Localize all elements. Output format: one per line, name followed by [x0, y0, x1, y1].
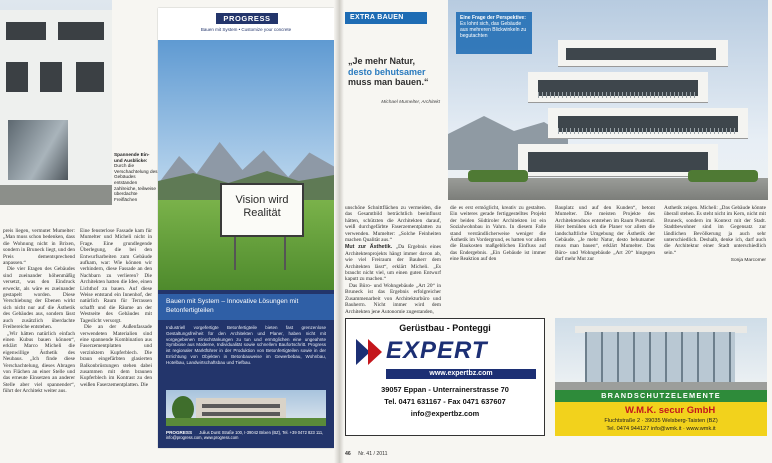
paragraph: „Wir hätten natürlich einfach einen Kubus bauen können“, erklärt Marco Micheli die eigenwillige Ästhetik des Neubaus. „Ich finde diese Verschachtelung, dieses Abragen von Flächen an einer Stelle und das erneute Einsetzen an anderer Stelle aber viel spannender“, führt der Architekt weiter aus. [3, 330, 75, 395]
page-number: 46 [345, 451, 351, 457]
article-column-right-4 [664, 205, 766, 315]
page-footer [345, 451, 388, 457]
paragraph: Das Büro- und Wohngebäude „Art 20“ in Bruneck ist das Ergebnis erfolgreicher Zusammenarbeit von Architekturbüro und Bauherrn. Nicht immer wird dem Architekten jene Autonomie zugestanden, [345, 282, 441, 315]
window [40, 62, 62, 92]
ad-website: www.expertbz.com [386, 369, 536, 379]
ad-address: Fluchtstraße 2 · 39035 Welsberg-Taisten (BZ) [604, 418, 718, 424]
paragraph: unschöne Schnittflächen zu vermeiden, die das Gesamtbild beträchtlich beeinflusst hätten, schützten die Architekten darauf, weiß durchgefärbte Faserzementplatten zu verwenden. Mumelter: „Solche Feinheiten machen Qualität aus.“ [345, 205, 441, 244]
paragraph: „Da Ergebnis eines Architektenprojekts hängt immer davon ab, wie viel Freiraum der Bauherr dem Architekten lässt“, erklärt Micheli. „Es braucht nicht viel, um einen guten Entwurf kaputt zu machen.“ [345, 244, 441, 283]
article-column-right-2 [450, 205, 546, 315]
paragraph: Die vier Etagen des Gebäudes sind zueinander höhenmäßig versetzt, was den Eindruck erweckt, als wäre es zueinander gestapelt worden. Diese Verschiebung der Ebenen wirkt sich nicht nur auf die Ästhetik des Gebäudes aus, sondern lässt auch zusätzlich überdachte Freibereiche entstehen. [3, 266, 75, 331]
building-photo-left [0, 0, 112, 205]
wmk-logo: W.M.K. secur GmbH [625, 405, 716, 416]
signboard [220, 183, 304, 237]
ad-contact-box [555, 402, 767, 436]
ad-info-panel [158, 290, 334, 448]
balcony-railing [538, 92, 698, 98]
ground [555, 382, 767, 390]
quote-part-1: „Je mehr Natur, [348, 56, 416, 66]
window-band [566, 48, 716, 60]
quote-part-2: muss man bauen.“ [348, 77, 429, 88]
ad-footer-text: Julius Durst Straße 100, I-39042 Brixen (BZ), Tel. +39 0472 823 111, info@progress.com, www.progress.com [166, 430, 324, 440]
paragraph: Die an der Außenfassade verwendeten Materialien sind eine spannende Kombination aus Faserzementplatten und verzinktem Kupferblech. Die braun eingefärbten glasierten Balkonbrüstungen stehen dabei zusammen mit dem braunen Kupferblech im Kontrast zu den weißen Faserzementplatten. Die [80, 324, 152, 388]
balcony-railing [558, 128, 738, 134]
ad-contact [166, 430, 326, 440]
window [6, 22, 46, 40]
window [58, 22, 104, 40]
quote-highlight: desto behutsamer [348, 66, 426, 77]
ad-header [158, 8, 334, 40]
ad-body: Industriell vorgefertigte Betonfertigteile bieten fast grenzenlose Gestaltungsfreiheit für den Architekten und Planer, haben nicht mit vorgegebenen Einschränkungen zu tun und ermöglichen eine ungeahnte Symbiose aus Moderne, Individualität sowie schnellem Baufortschritt. Progress ist regionaler Marktführer in der Produktion von Betonfertigteilen sowie in der Errichtung von Objekten in Betonbauweise im Gewerbebau, Wohnbau, Hotelbau, Landwirtschaftsbau und Tiefbau. [166, 325, 326, 365]
article-column-left-1 [3, 228, 75, 450]
paragraph: Bauplatz und auf den Kunden“, betont Mumelter. Die meisten Projekte des Architektenduos entstehen im Raum Pustertal. Hier bemühen sich die Planer vor allem die landschaftliche Umgebung der Ästhetik der Gebäude. „Je mehr Natur, desto behutsamer muss man bauen“, erklärt Mumelter. Das Büro- und Wohngebäude „Art 20“ hingegen darf mehr Mut zur [555, 205, 655, 263]
photo-caption-left [114, 152, 158, 222]
window-band [528, 152, 708, 172]
ad-building-photo [166, 390, 326, 426]
issue-number: Nr. 41 / 2011 [358, 451, 388, 457]
paragraph: preis liegen, vermutet Mumelter: „Man muss schon bedenken, dass die Wohnung nicht in Brixen, sondern in Bruneck liegt, und den Preis dementsprechend anpassen.“ [3, 228, 75, 267]
caption-lead: Eine Frage der Perspektive: [460, 15, 526, 21]
window-band [202, 404, 280, 408]
ad-phone: Tel. 0471 631167 - Fax 0471 637607 [384, 397, 506, 406]
caption-lead: Spannende Ein- und Ausblicke: [114, 152, 150, 163]
quote-author: Michael Mumelter, Architekt [381, 100, 440, 105]
glass-front [8, 120, 68, 180]
ad-address: 39057 Eppan - Unterrainerstrasse 70 [381, 385, 509, 394]
logo-mark-red [368, 339, 382, 365]
paragraph: die es erst ermöglicht, kreativ zu gestalten. Ein weiteres gerade fertiggestelltes Projekt der beiden Südtiroler Architekten ist ein Sozialwohnbau in Vahrn. In diesem Falle stand verständlicherweise weniger die Ästhetik im Vordergrund, es hatten vor allem die Baukosten maßgeblichen Einfluss auf das Endergebnis. „Ein Gebäude ist immer eine Reaktion auf den [450, 205, 546, 263]
page-gutter [334, 0, 344, 463]
landscape-photo [158, 40, 334, 290]
caption-text: Es lohnt sich, das Gebäude aus mehreren Blickwinkeln zu begutachten [460, 21, 527, 39]
window-band [202, 412, 280, 416]
ad-banner: BRANDSCHUTZELEMENTE [555, 390, 767, 402]
logo-mark-blue [356, 339, 370, 365]
ad-building-photo [555, 318, 767, 390]
sign-line-2: Realität [243, 207, 281, 219]
subheading: Mut zur Ästhetik. [345, 244, 393, 251]
window [6, 62, 28, 92]
wmk-advertisement [555, 318, 767, 436]
section-label: EXTRA BAUEN [345, 12, 427, 24]
ad-headline: Bauen mit System – Innovative Lösungen mit Betonfertigteilen [158, 294, 334, 320]
ad-email: info@expertbz.com [410, 409, 480, 418]
expert-advertisement [345, 318, 545, 436]
pull-quote [348, 56, 440, 88]
paragraph: Ästhetik zeigen. Micheli: „Das Gebäude könnte überall stehen. Es steht nicht im Kern, nicht mit Bruneck, sondern im Kontext mit der Stadt. Stadtbewohner sind im Gegensatz zur ländlichen Bevölkerung ja auch sehr unterschiedlich. Deshalb, denke ich, darf auch die Architektur einer Stadt unterschiedlich sein.“ [664, 205, 766, 256]
expert-logo: EXPERT [386, 337, 488, 364]
sign-line-1: Vision wird [235, 194, 289, 206]
ad-tagline: Bauen mit System • Customize your concrete [200, 27, 292, 32]
article-column-right-3 [555, 205, 655, 315]
window [76, 62, 104, 92]
hedge [688, 170, 758, 182]
article-column-right-1 [345, 205, 441, 315]
lawn [166, 418, 326, 426]
photo-caption-right [456, 12, 532, 54]
ad-footer-brand: PROGRESS [166, 430, 193, 435]
article-column-left-2 [80, 228, 152, 450]
paragraph: Eine fensterlose Fassade kam für Mumelter und Micheli nicht in Frage. Eine grundlegende Überlegung, die bei den Entwurfsarbeiten zum Gebäude aufkam, war: Wie können wir verhindern, diese Fassade an den Nachbarn zu verlieren? Die Architekten hatten die Idee, einen Lichthof zu bauen. Auf diese Weise entstand ein Innenhof, der natürlich Raum für Terrassen schafft und die Räume an der Westseite des Gebäudes mit Tageslicht versorgt. [80, 228, 152, 324]
caption-text: Durch die Verschachtelung des Gebäudes entstanden zahlreiche, teilweise überdachte Freiflächen [114, 163, 158, 202]
ad-title: Gerüstbau - Ponteggi [399, 323, 491, 333]
progress-logo: PROGRESS [216, 13, 278, 24]
article-author: Sonja Marcomer [730, 258, 766, 264]
progress-advertisement [158, 8, 334, 448]
hedge [468, 170, 528, 182]
ground [0, 185, 112, 205]
ad-contact: Tel. 0474 944127 info@wmk.it · www.wmk.it [606, 426, 716, 432]
